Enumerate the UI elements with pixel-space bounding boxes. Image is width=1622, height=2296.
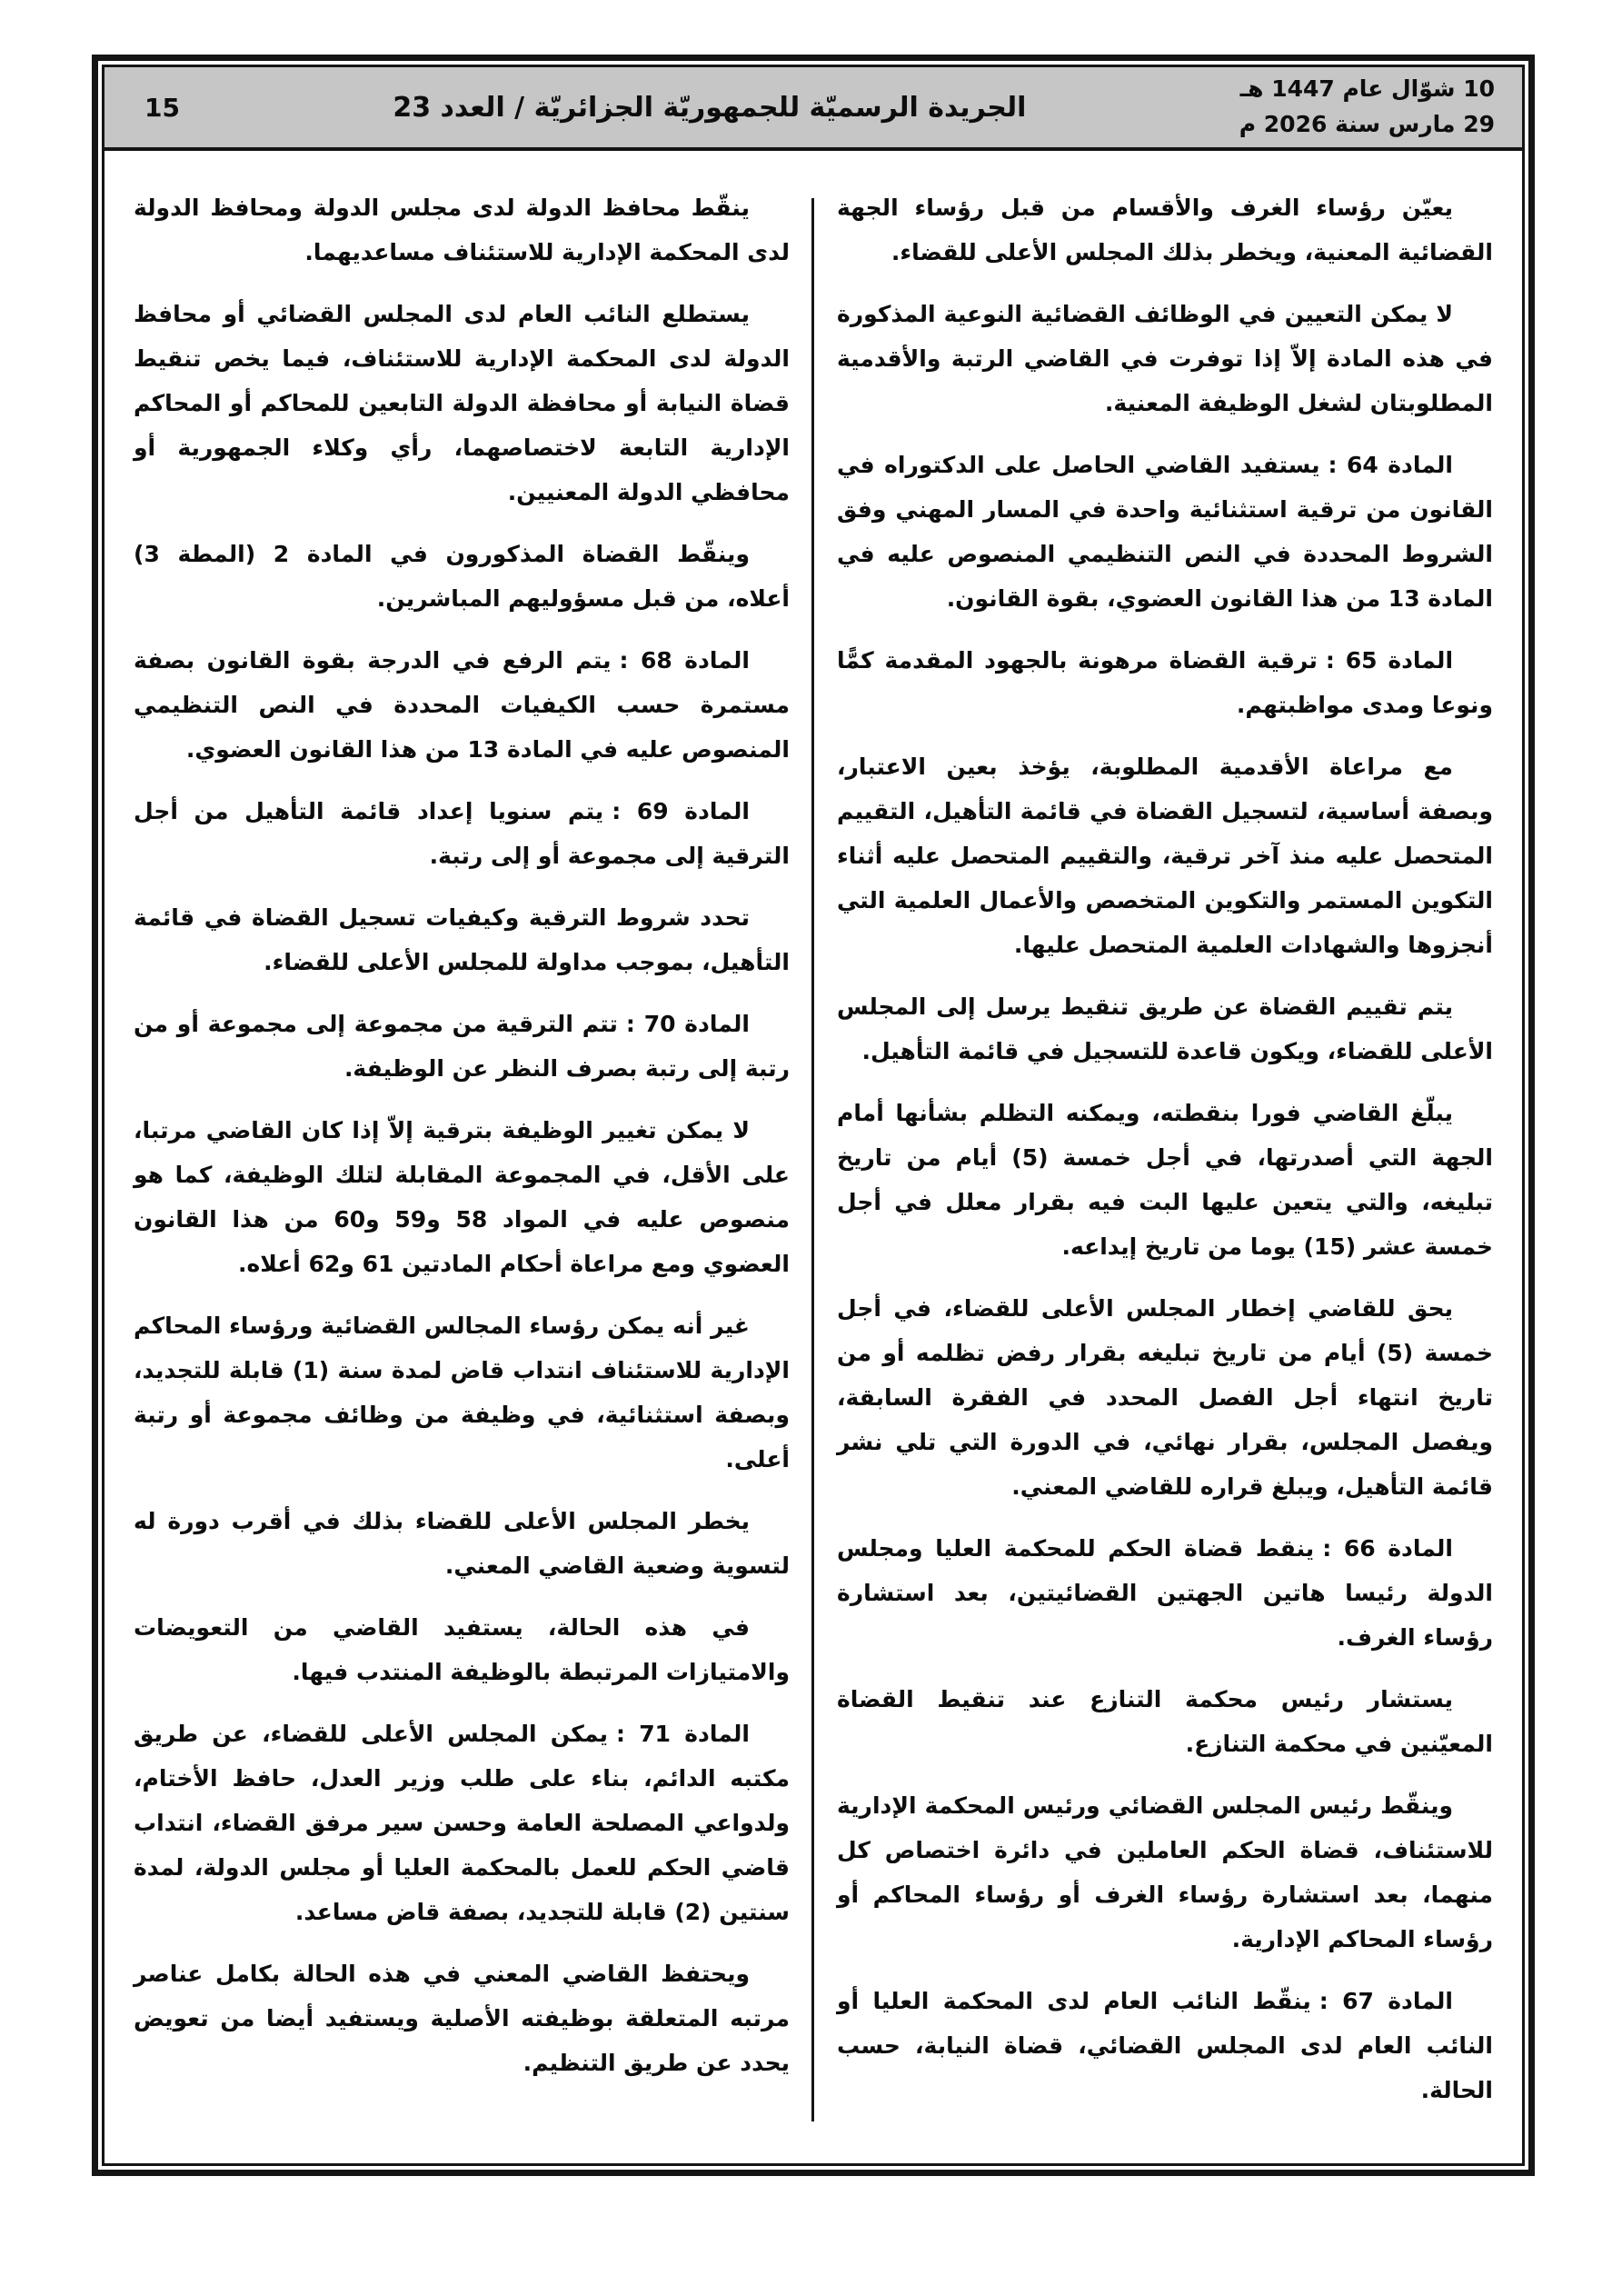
- paragraph: [837, 1677, 1493, 1766]
- paragraph-article-67: [837, 1979, 1493, 2112]
- paragraph-article-69: [134, 789, 790, 878]
- paragraph-text: ينقّط محافظ الدولة لدى مجلس الدولة ومحافظ الدولة لدى المحكمة الإدارية للاستئناف مساعديهما.: [134, 195, 790, 265]
- paragraph-text: يمكن المجلس الأعلى للقضاء، عن طريق مكتبه الدائم، بناء على طلب وزير العدل، حافظ الأختام، ولدواعي المصلحة العامة وحسن سير مرفق القضاء، انتداب قاضي الحكم للعمل بالمحكمة العليا أو مجلس الدولة، لمدة سنتين (2) قابلة للتجديد، بصفة قاض مساعد.: [134, 1721, 790, 1925]
- journal-title: الجريدة الرسميّة للجمهوريّة الجزائريّة / العدد 23: [393, 91, 1027, 124]
- article-label: المادة 69 :: [612, 798, 750, 824]
- page-number: 15: [144, 92, 180, 123]
- paragraph-article-65: [837, 638, 1493, 727]
- paragraph: [837, 1091, 1493, 1269]
- paragraph-article-71: [134, 1712, 790, 1934]
- article-label: المادة 71 :: [615, 1721, 750, 1747]
- column-left: [110, 185, 813, 2140]
- paragraph-article-64: [837, 443, 1493, 621]
- paragraph-text: تتم الترقية من مجموعة إلى مجموعة أو من رتبة إلى رتبة بصرف النظر عن الوظيفة.: [134, 1011, 790, 1082]
- paragraph-text: ترقية القضاة مرهونة بالجهود المقدمة كمًّا ونوعا ومدى مواظبتهم.: [837, 647, 1493, 718]
- paragraph-text: يتم سنويا إعداد قائمة التأهيل من أجل الترقية إلى مجموعة أو إلى رتبة.: [134, 798, 790, 869]
- article-label: المادة 70 :: [625, 1011, 750, 1037]
- page-inner-frame: [102, 65, 1525, 2166]
- paragraph-text: ويحتفظ القاضي المعني في هذه الحالة بكامل عناصر مرتبه المتعلقة بوظيفته الأصلية ويستفيد أيضا من تعويض يحدد عن طريق التنظيم.: [134, 1961, 790, 2076]
- paragraph: [134, 1605, 790, 1694]
- paragraph: [134, 1303, 790, 1482]
- column-divider: [811, 198, 814, 2121]
- article-label: المادة 65 :: [1325, 647, 1454, 674]
- article-label: المادة 68 :: [619, 647, 750, 674]
- paragraph-text: تحدد شروط الترقية وكيفيات تسجيل القضاة في قائمة التأهيل، بموجب مداولة للمجلس الأعلى للقضاء.: [134, 904, 790, 975]
- masthead: [104, 67, 1522, 151]
- page-content: [104, 151, 1522, 2163]
- paragraph: [837, 185, 1493, 275]
- paragraph-text: يحق للقاضي إخطار المجلس الأعلى للقضاء، في أجل خمسة (5) أيام من تاريخ تبليغه بقرار رفض تظلمه أو من تاريخ انتهاء أجل الفصل المحدد في الفقرة السابقة، ويفصل المجلس، بقرار نهائي، في الدورة التي تلي نشر قائمة التأهيل، ويبلغ قراره للقاضي المعني.: [837, 1295, 1493, 1500]
- paragraph-text: لا يمكن التعيين في الوظائف القضائية النوعية المذكورة في هذه المادة إلاّ إذا توفرت في القاضي الرتبة والأقدمية المطلوبتان لشغل الوظيفة المعنية.: [837, 301, 1493, 416]
- paragraph-text: ينقط قضاة الحكم للمحكمة العليا ومجلس الدولة رئيسا هاتين الجهتين القضائيتين، بعد استشارة رؤساء الغرف.: [837, 1535, 1493, 1651]
- article-label: المادة 66 :: [1322, 1535, 1453, 1562]
- article-label: المادة 67 :: [1318, 1988, 1453, 2014]
- paragraph: [837, 984, 1493, 1073]
- paragraph-text: يستطلع النائب العام لدى المجلس القضائي أو محافظ الدولة لدى المحكمة الإدارية للاستئناف، فيما يخص تنقيط قضاة النيابة أو محافظة الدولة التابعين للمحاكم أو المحاكم الإدارية التابعة لاختصاصهما، رأي وكلاء الجمهورية أو محافظي الدولة المعنيين.: [134, 301, 790, 505]
- issue-dates: [1239, 72, 1495, 143]
- paragraph: [134, 1108, 790, 1286]
- column-right: [813, 185, 1517, 2140]
- paragraph-text: يتم تقييم القضاة عن طريق تنقيط يرسل إلى المجلس الأعلى للقضاء، ويكون قاعدة للتسجيل في قائمة التأهيل.: [837, 993, 1493, 1064]
- paragraph-text: يتم الرفع في الدرجة بقوة القانون بصفة مستمرة حسب الكيفيات المحددة في النص التنظيمي المنصوص عليه في المادة 13 من هذا القانون العضوي.: [134, 647, 790, 763]
- date-gregorian: 29 مارس سنة 2026 م: [1239, 111, 1495, 137]
- paragraph: [134, 292, 790, 514]
- paragraph: [837, 292, 1493, 425]
- article-label: المادة 64 :: [1328, 452, 1453, 478]
- paragraph-text: وينقّط القضاة المذكورون في المادة 2 (المطة 3) أعلاه، من قبل مسؤوليهم المباشرين.: [134, 541, 790, 612]
- paragraph-article-66: [837, 1526, 1493, 1660]
- paragraph: [837, 744, 1493, 967]
- paragraph: [134, 1499, 790, 1588]
- paragraph-text: لا يمكن تغيير الوظيفة بترقية إلاّ إذا كان القاضي مرتبا، على الأقل، في المجموعة المقابلة لتلك الوظيفة، كما هو منصوص عليه في المواد 58 و59 و60 من هذا القانون العضوي ومع مراعاة أحكام المادتين 61 و62 أعلاه.: [134, 1117, 791, 1277]
- paragraph-text: يستشار رئيس محكمة التنازع عند تنقيط القضاة المعيّنين في محكمة التنازع.: [837, 1686, 1493, 1757]
- date-hijri: 10 شوّال عام 1447 هـ: [1239, 75, 1495, 103]
- paragraph-text: في هذه الحالة، يستفيد القاضي من التعويضات والامتيازات المرتبطة بالوظيفة المنتدب فيها.: [134, 1614, 790, 1685]
- paragraph: [134, 532, 790, 621]
- page-border-frame: [92, 55, 1535, 2176]
- paragraph: [837, 1286, 1493, 1509]
- paragraph-text: غير أنه يمكن رؤساء المجالس القضائية ورؤساء المحاكم الإدارية للاستئناف انتداب قاض لمدة سنة (1) قابلة للتجديد، وبصفة استثنائية، في وظيفة من وظائف مجموعة أو رتبة أعلى.: [134, 1313, 790, 1472]
- paragraph-text: يعيّن رؤساء الغرف والأقسام من قبل رؤساء الجهة القضائية المعنية، ويخطر بذلك المجلس الأعلى للقضاء.: [837, 195, 1493, 265]
- paragraph-text: ينقّط النائب العام لدى المحكمة العليا أو النائب العام لدى المجلس القضائي، قضاة النيابة، حسب الحالة.: [837, 1988, 1493, 2103]
- paragraph-text: مع مراعاة الأقدمية المطلوبة، يؤخذ بعين الاعتبار، وبصفة أساسية، لتسجيل القضاة في قائمة التأهيل، التقييم المتحصل عليه منذ آخر ترقية، والتقييم المتحصل عليه أثناء التكوين المستمر والتكوين المتخصص والأعمال العلمية التي أنجزوها والشهادات العلمية المتحصل عليها.: [837, 754, 1493, 958]
- paragraph: [837, 1783, 1493, 1962]
- paragraph-text: وينقّط رئيس المجلس القضائي ورئيس المحكمة الإدارية للاستئناف، قضاة الحكم العاملين في دائرة اختصاص كل منهما، بعد استشارة رؤساء الغرف أو رؤساء المحاكم أو رؤساء المحاكم الإدارية.: [837, 1792, 1493, 1952]
- paragraph-text: يبلّغ القاضي فورا بنقطته، ويمكنه التظلم بشأنها أمام الجهة التي أصدرتها، في أجل خمسة (5) أيام من تاريخ تبليغه، والتي يتعين عليها البت فيه بقرار معلل في أجل خمسة عشر (15) يوما من تاريخ إيداعه.: [837, 1100, 1493, 1260]
- paragraph-text: يستفيد القاضي الحاصل على الدكتوراه في القانون من ترقية استثنائية واحدة في المسار المهني وفق الشروط المحددة في النص التنظيمي المنصوص عليه في المادة 13 من هذا القانون العضوي، بقوة القانون.: [837, 452, 1493, 612]
- paragraph: [134, 185, 790, 275]
- paragraph-text: يخطر المجلس الأعلى للقضاء بذلك في أقرب دورة له لتسوية وضعية القاضي المعني.: [134, 1508, 790, 1579]
- paragraph: [134, 1952, 790, 2085]
- paragraph-article-68: [134, 638, 790, 772]
- paragraph-article-70: [134, 1002, 790, 1091]
- paragraph: [134, 895, 790, 984]
